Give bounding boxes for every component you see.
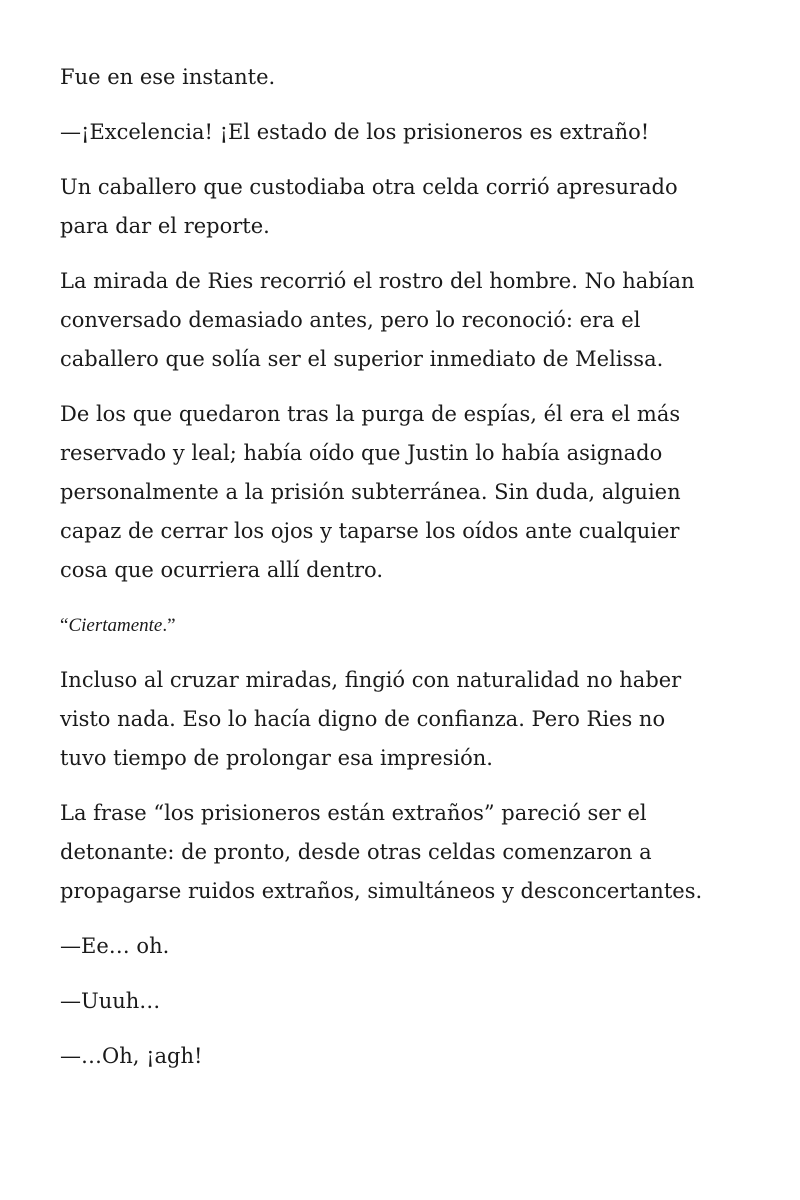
text-line: tuvo tiempo de prolongar esa impresión. xyxy=(60,746,493,770)
text-line: Incluso al cruzar miradas, fingió con naturalidad no haber xyxy=(60,668,682,692)
text-line: La frase “los prisioneros están extraños” pareció ser el xyxy=(60,801,647,825)
text-line: —¡Excelencia! ¡El estado de los prisioneros es extraño! xyxy=(60,120,650,144)
paragraph-5 xyxy=(60,395,750,590)
text-line: De los que quedaron tras la purga de espías, él era el más xyxy=(60,402,681,426)
paragraph-1 xyxy=(60,58,750,97)
document-page xyxy=(60,58,750,1092)
paragraph-7 xyxy=(60,661,750,778)
text-line: caballero que solía ser el superior inmediato de Melissa. xyxy=(60,347,664,371)
text-line: personalmente a la prisión subterránea. Sin duda, alguien xyxy=(60,480,681,504)
text-line: capaz de cerrar los ojos y taparse los oídos ante cualquier xyxy=(60,519,680,543)
text-line: para dar el reporte. xyxy=(60,214,270,238)
text-line: Un caballero que custodiaba otra celda corrió apresurado xyxy=(60,175,678,199)
paragraph-11 xyxy=(60,1037,750,1076)
text-line: —Uuuh… xyxy=(60,989,161,1013)
paragraph-italic-thought xyxy=(60,606,750,645)
text-line: La mirada de Ries recorrió el rostro del hombre. No habían xyxy=(60,269,695,293)
paragraph-8 xyxy=(60,794,750,911)
paragraph-3 xyxy=(60,168,750,246)
italic-text: Ciertamente xyxy=(68,615,163,636)
paragraph-2 xyxy=(60,113,750,152)
paragraph-10 xyxy=(60,982,750,1021)
text-line: visto nada. Eso lo hacía digno de confianza. Pero Ries no xyxy=(60,707,666,731)
open-quote: “ xyxy=(60,615,69,636)
close-quote: .” xyxy=(162,615,176,636)
text-line: —Ee… oh. xyxy=(60,934,170,958)
paragraph-4 xyxy=(60,262,750,379)
text-line: propagarse ruidos extraños, simultáneos y desconcertantes. xyxy=(60,879,703,903)
text-line: Fue en ese instante. xyxy=(60,65,276,89)
text-line: —…Oh, ¡agh! xyxy=(60,1044,203,1068)
text-line: reservado y leal; había oído que Justin lo había asignado xyxy=(60,441,663,465)
text-line: detonante: de pronto, desde otras celdas comenzaron a xyxy=(60,840,652,864)
text-line: conversado demasiado antes, pero lo reconoció: era el xyxy=(60,308,641,332)
text-line: cosa que ocurriera allí dentro. xyxy=(60,558,383,582)
paragraph-9 xyxy=(60,927,750,966)
